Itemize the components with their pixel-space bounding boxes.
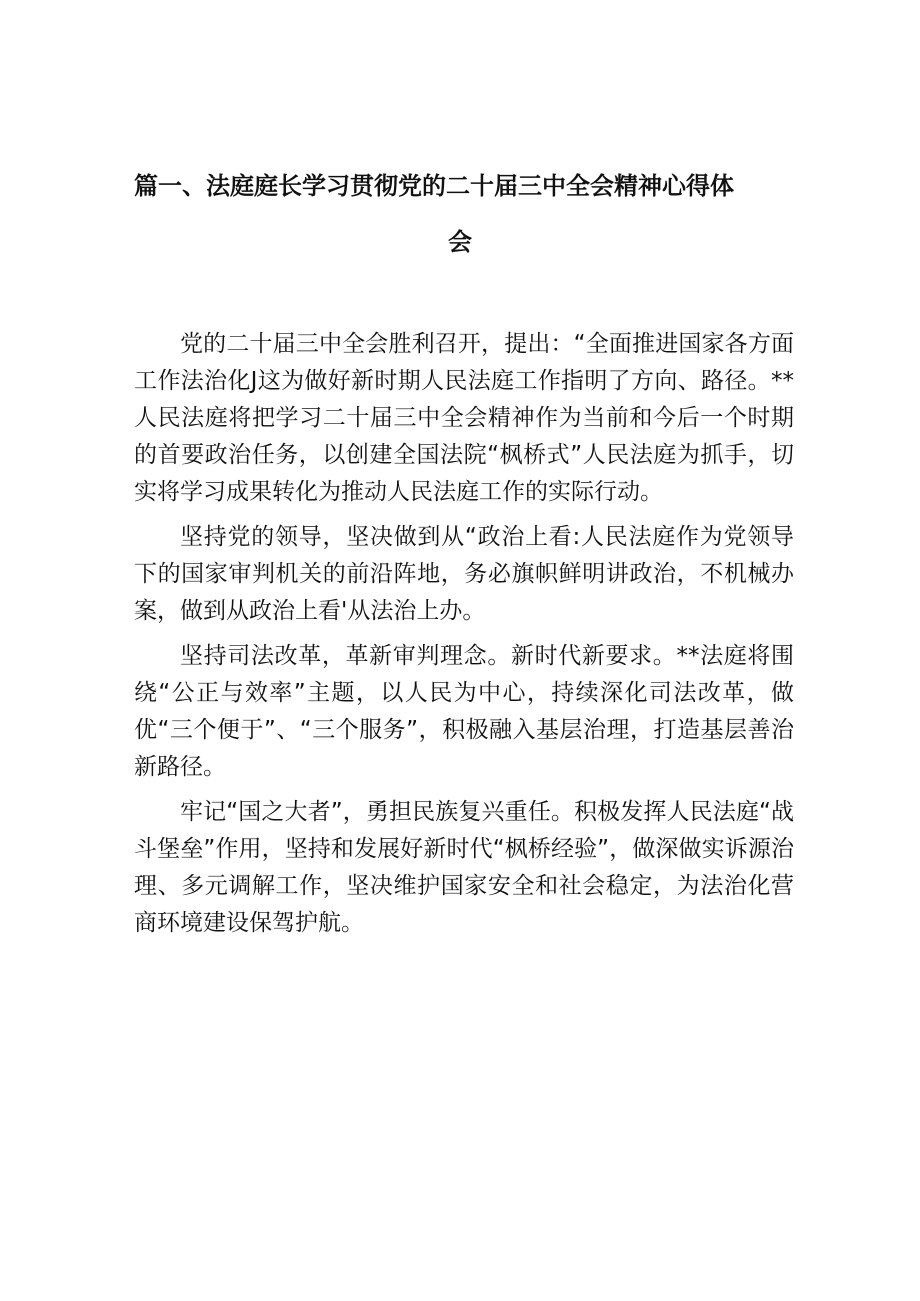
paragraph-3: 坚持司法改革，革新审判理念。新时代新要求。**法庭将围绕“公正与效率”主题，以人民为中心，持续深化司法改革，做优“三个便于”、“三个服务”，积极融入基层治理，打造基层善治新路径。 [134, 643, 794, 780]
document-title-line-1: 篇一、法庭庭长学习贯彻党的二十届三中全会精神心得体 [134, 172, 734, 200]
paragraph-4: 牢记“国之大者”，勇担民族复兴重任。积极发挥人民法庭“战斗堡垒”作用，坚持和发展好新时代“枫桥经验”，做深做实诉源治理、多元调解工作，坚决维护国家安全和社会稳定，为法治化营商环境建设保驾护航。 [134, 799, 794, 936]
paragraph-2: 坚持党的领导，坚决做到从“政治上看:人民法庭作为党领导下的国家审判机关的前沿阵地，务必旗帜鲜明讲政治，不机械办案，做到从政治上看'从法治上办。 [134, 524, 794, 624]
document-body [134, 326, 794, 950]
paragraph-1: 党的二十届三中全会胜利召开，提出：“全面推进国家各方面工作法治化J这为做好新时期人民法庭工作指明了方向、路径。**人民法庭将把学习二十届三中全会精神作为当前和今后一个时期的首要政治任务，以创建全国法院“枫桥式”人民法庭为抓手，切实将学习成果转化为推动人民法庭工作的实际行动。 [134, 331, 794, 505]
document-title-line-2: 会 [448, 228, 472, 256]
